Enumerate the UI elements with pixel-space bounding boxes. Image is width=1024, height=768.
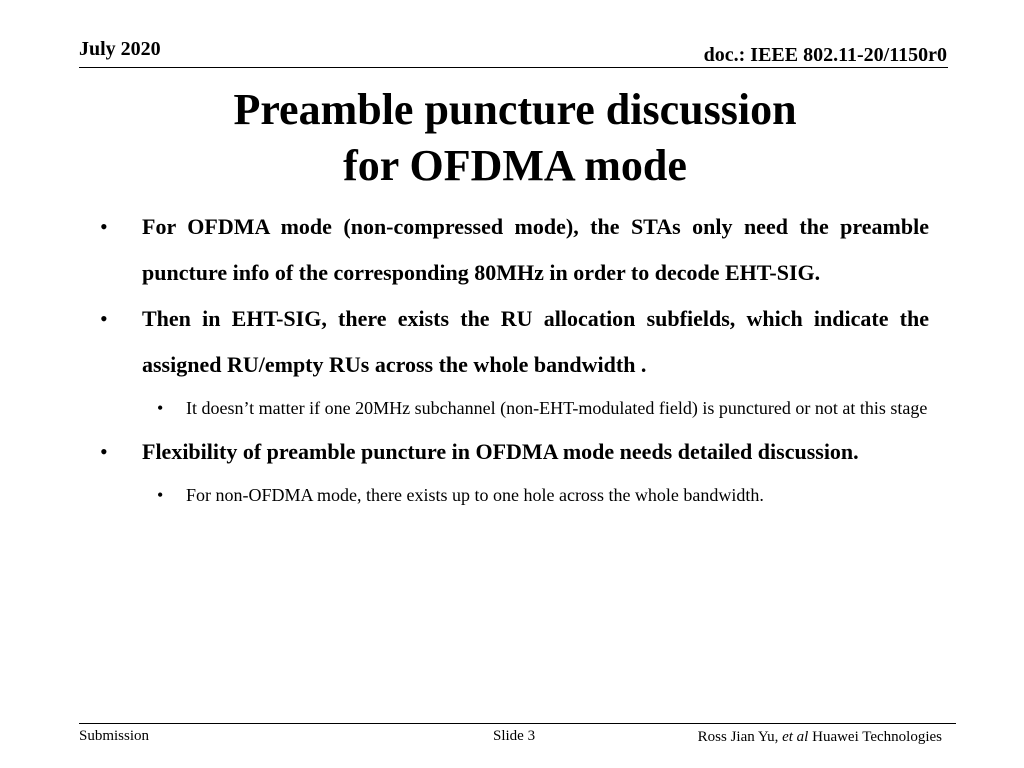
bullet-3-glyph: • [100,439,108,464]
header-doc-id: doc.: IEEE 802.11-20/1150r0 [703,44,947,66]
footer-slide-number: Slide 3 [493,728,536,744]
slide-title-line-1: Preamble puncture discussion [233,85,797,134]
bullet-2-sub [100,388,929,429]
slide-body [100,204,929,516]
bullet-2-sub-text: It doesn’t matter if one 20MHz subchannel (non-EHT-modulated field) is punctured or not at this stage [186,398,928,418]
header-divider [79,67,948,68]
bullet-1-text: For OFDMA mode (non-compressed mode), the STAs only need the preamble puncture info of the corresponding 80MHz in order to decode EHT-SIG. [142,214,929,285]
bullet-2-glyph: • [100,306,108,331]
slide-title [80,82,950,194]
bullet-3-text: Flexibility of preamble puncture in OFDMA mode needs detailed discussion. [142,439,859,464]
footer-author-name: Ross Jian Yu, [697,729,783,745]
footer-divider [79,723,956,724]
bullet-3-sub-glyph: • [157,485,164,505]
bullet-3-sub-text: For non-OFDMA mode, there exists up to one hole across the whole bandwidth. [186,485,764,505]
bullet-2-sub-glyph: • [157,398,164,418]
footer-submission: Submission [79,728,150,744]
header-date: July 2020 [79,38,161,60]
bullet-1-glyph: • [100,214,108,239]
bullet-1 [100,204,929,296]
bullet-2 [100,296,929,388]
slide-title-line-2: for OFDMA mode [343,141,687,190]
bullet-3-sub [100,475,929,516]
bullet-3 [100,429,929,475]
footer-et-al: et al [782,729,809,745]
footer-author [698,729,942,746]
bullet-2-text: Then in EHT-SIG, there exists the RU allocation subfields, which indicate the assigned RU/empty RUs across the whole bandwidth . [142,306,929,377]
footer-org: Huawei Technologies [808,729,942,745]
